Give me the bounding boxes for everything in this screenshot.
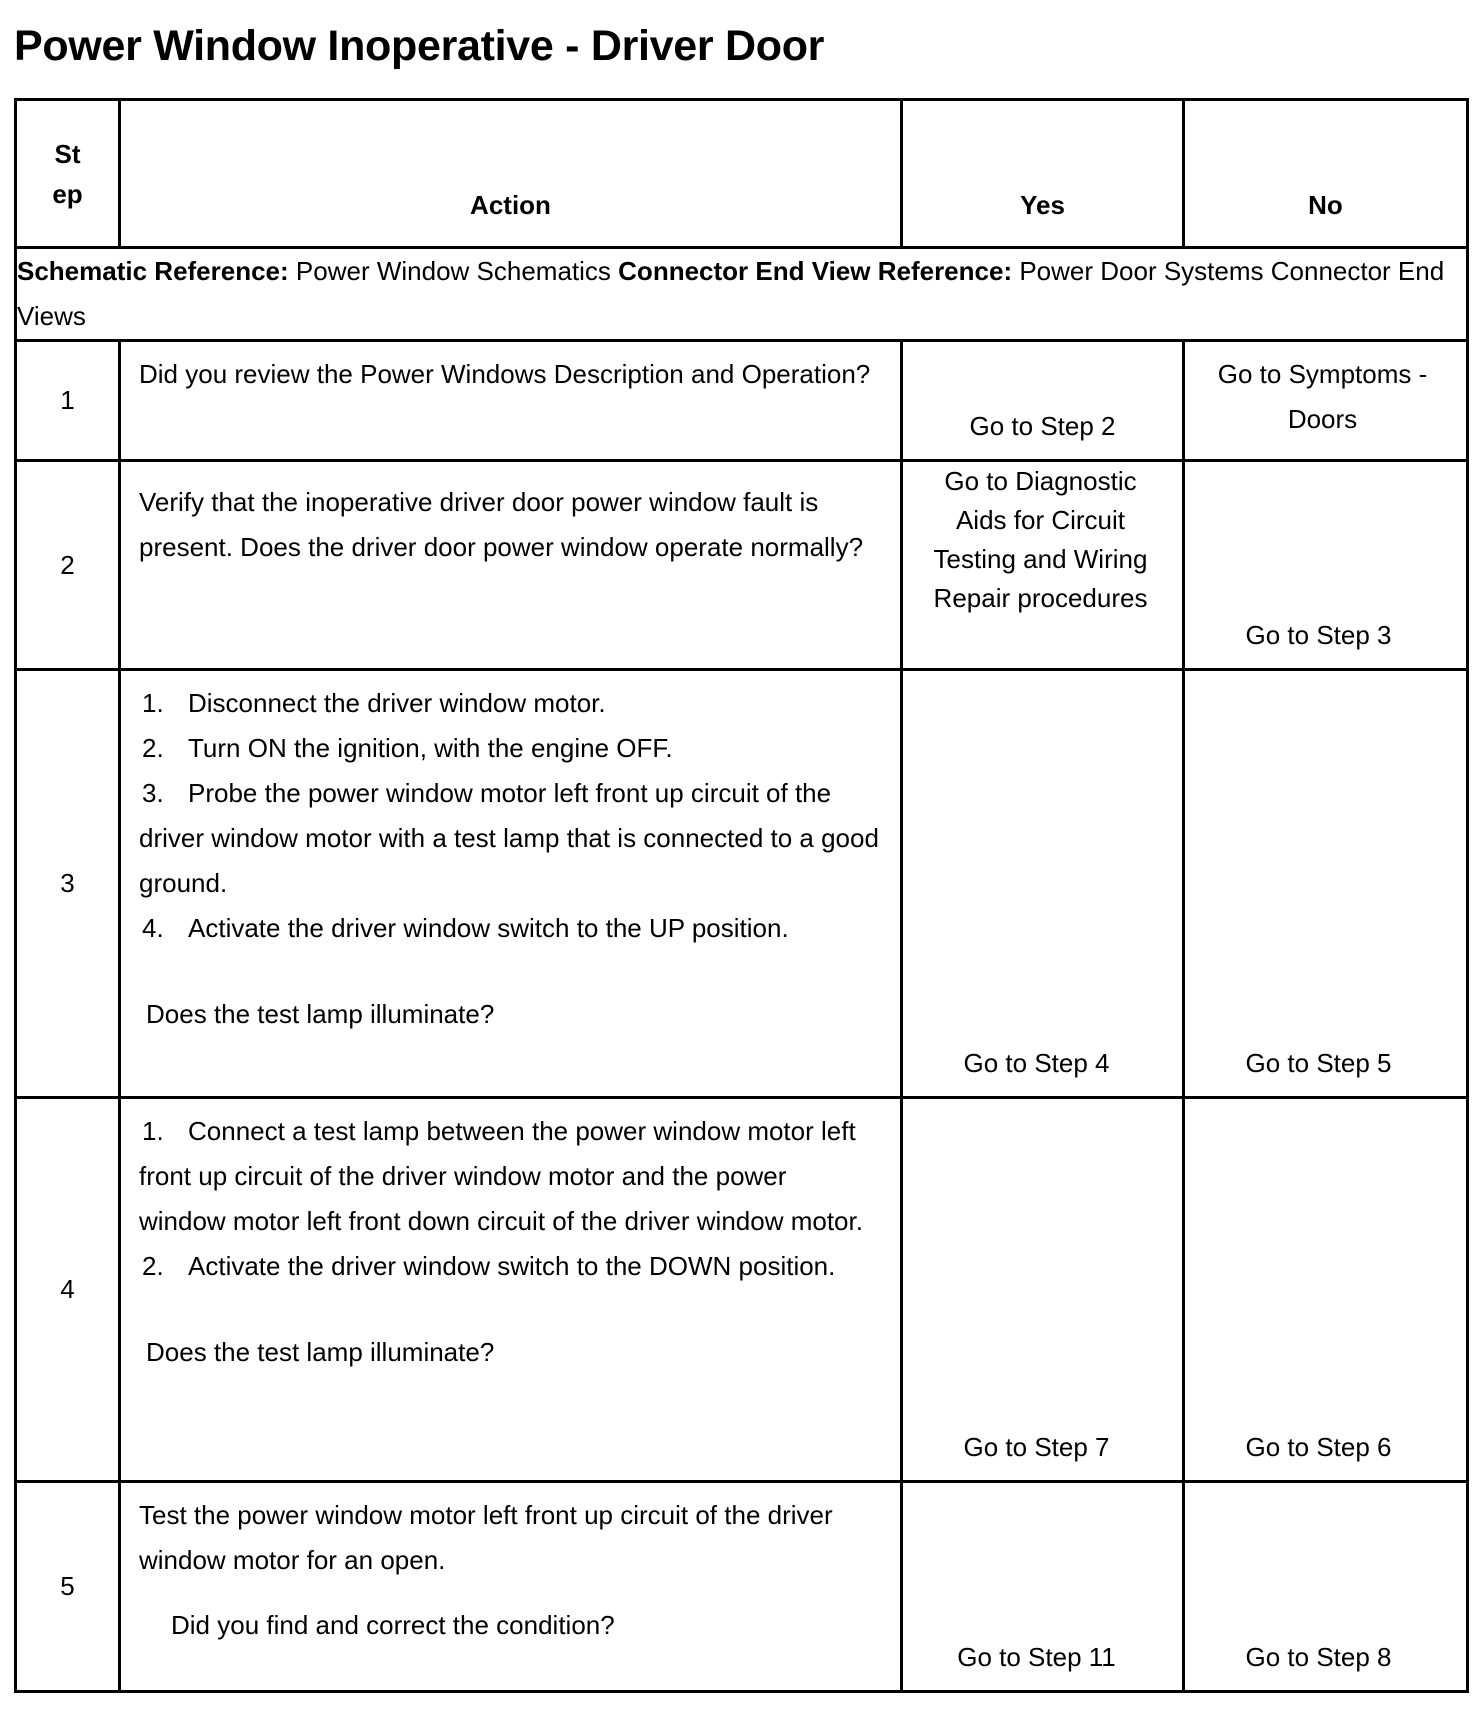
schematic-reference-label: Schematic Reference: <box>17 256 289 286</box>
action-text: Test the power window motor left front up circuit of the driver window motor for an open. <box>139 1500 833 1575</box>
yes-cell <box>902 461 1184 670</box>
action-question: Does the test lamp illuminate? <box>146 1337 495 1367</box>
diagnostic-table <box>14 98 1469 1693</box>
action-cell <box>120 341 902 461</box>
header-action: Action <box>120 100 902 248</box>
schematic-reference-link[interactable]: Power Window Schematics <box>295 256 611 286</box>
header-step <box>16 100 120 248</box>
no-cell <box>1184 1482 1468 1692</box>
table-row <box>16 1482 1468 1692</box>
action-question: Did you find and correct the condition? <box>171 1610 615 1640</box>
page-title: Power Window Inoperative - Driver Door <box>14 22 825 70</box>
yes-cell <box>902 1098 1184 1482</box>
no-cell <box>1184 670 1468 1098</box>
reference-cell <box>16 248 1468 341</box>
reference-row <box>16 248 1468 341</box>
header-row <box>16 100 1468 248</box>
table-row <box>16 341 1468 461</box>
step-number: 4 <box>16 1098 120 1482</box>
no-cell <box>1184 341 1468 461</box>
action-cell <box>120 1098 902 1482</box>
connector-reference-link[interactable]: Power Door Systems Connector End Views <box>17 256 1445 331</box>
no-link[interactable]: Go to Step 8 <box>1245 1642 1392 1672</box>
action-text: Verify that the inoperative driver door power window fault is present. Does the driver door power window operate normally? <box>139 487 864 562</box>
table-row <box>16 461 1468 670</box>
no-link[interactable]: Go to Step 5 <box>1245 1048 1392 1078</box>
header-step-label: St ep <box>52 138 83 209</box>
action-text: Did you review the Power Windows Description and Operation? <box>139 359 871 389</box>
table-row <box>16 670 1468 1098</box>
no-cell <box>1184 1098 1468 1482</box>
header-yes: Yes <box>902 100 1184 248</box>
list-item: 2. Activate the driver window switch to the DOWN position. <box>142 1251 836 1281</box>
list-item: 4. Activate the driver window switch to the UP position. <box>142 913 789 943</box>
no-link[interactable]: Go to Step 6 <box>1245 1432 1392 1462</box>
action-question: Does the test lamp illuminate? <box>146 999 495 1029</box>
yes-link[interactable]: Go to Step 11 <box>957 1642 1116 1672</box>
no-link[interactable]: Go to Step 3 <box>1245 620 1392 650</box>
action-cell <box>120 670 902 1098</box>
no-cell <box>1184 461 1468 670</box>
step-number: 2 <box>16 461 120 670</box>
yes-link[interactable]: Go to Step 7 <box>963 1432 1110 1462</box>
no-link[interactable]: Go to Symptoms - Doors <box>1217 359 1428 434</box>
step-number: 5 <box>16 1482 120 1692</box>
action-cell <box>120 1482 902 1692</box>
yes-link[interactable]: Go to Step 2 <box>969 411 1116 441</box>
list-item: 1. Connect a test lamp between the power window motor left front up circuit of the driver window motor and the power window motor left front down circuit of the driver window motor. <box>139 1116 863 1236</box>
list-item: 2. Turn ON the ignition, with the engine OFF. <box>142 733 673 763</box>
yes-cell <box>902 670 1184 1098</box>
step-number: 3 <box>16 670 120 1098</box>
connector-reference-label: Connector End View Reference: <box>618 256 1013 286</box>
list-item: 1. Disconnect the driver window motor. <box>142 688 606 718</box>
header-no: No <box>1184 100 1468 248</box>
yes-link[interactable]: Go to Step 4 <box>963 1048 1110 1078</box>
table-row <box>16 1098 1468 1482</box>
action-cell <box>120 461 902 670</box>
yes-link[interactable]: Go to Diagnostic Aids for Circuit Testing and Wiring Repair procedures <box>933 466 1148 613</box>
yes-cell <box>902 341 1184 461</box>
step-number: 1 <box>16 341 120 461</box>
yes-cell <box>902 1482 1184 1692</box>
list-item: 3. Probe the power window motor left front up circuit of the driver window motor with a test lamp that is connected to a good ground. <box>139 778 879 898</box>
